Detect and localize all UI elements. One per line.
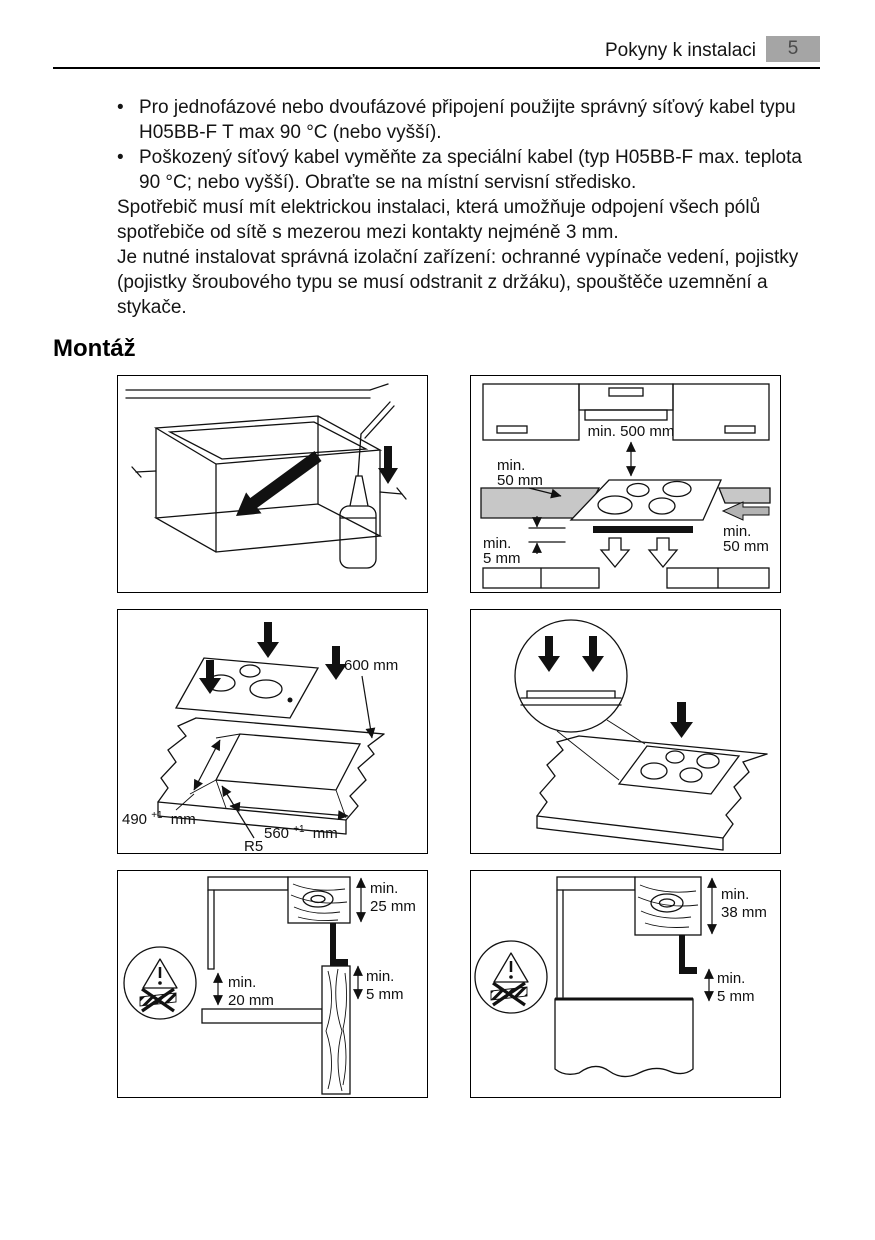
label-min-500: min. 500 mm [587, 423, 675, 440]
label-490-mm: 490 $^{+1}$ mm [122, 810, 196, 828]
cooker-hood [579, 384, 673, 420]
worktop-section [557, 877, 701, 935]
clearances-drawing [471, 376, 780, 592]
header-title: Pokyny k instalaci [604, 40, 756, 61]
section-heading-montaz: Montáž [53, 335, 136, 362]
label-min-20: 20 mm [228, 992, 274, 1009]
bullet-text: Pro jednofázové nebo dvoufázové připojení použijte správný síťový kabel typu H05BB-F T max 90 °C (nebo vyšší). [139, 97, 796, 143]
label-600-mm: 600 mm [344, 657, 399, 674]
base-cabinets [483, 568, 769, 588]
diagram-grid [117, 375, 875, 1098]
label-560-mm: 560 $^{+1}$ mm [264, 824, 338, 842]
dim-600 [344, 657, 398, 738]
label-min-25: 25 mm [370, 898, 416, 915]
oven-clearance-drawing [471, 871, 780, 1097]
label-min-5: min. [483, 535, 512, 552]
worktop-slab [537, 736, 767, 850]
label-min-38: min. [721, 886, 750, 903]
bullet-text: Poškozený síťový kabel vyměňte za speciální kabel (typ H05BB-F max. teplota 90 °C; nebo vyšší). Obraťte se na místní servisní středisko. [139, 147, 802, 193]
dim-38 [712, 878, 767, 934]
cabinet-frame [132, 416, 406, 552]
page-number: 5 [766, 36, 820, 62]
label-min-5: 5 mm [366, 986, 404, 1003]
dim-25 [361, 878, 416, 922]
sealant-tube [340, 402, 398, 568]
detail-circle [515, 620, 627, 732]
cutout-outline [216, 734, 360, 790]
dim-5 [709, 969, 755, 1005]
label-min-5: min. [366, 968, 395, 985]
dim-5 [483, 516, 565, 567]
dim-20 [218, 973, 274, 1009]
label-min-20: min. [228, 974, 257, 991]
press-arrow-icon [670, 702, 693, 738]
label-min-50-left: 50 mm [497, 472, 543, 489]
warning-icon [124, 947, 196, 1019]
hob-insert-drawing [471, 610, 780, 853]
bullet-marker: • [117, 97, 124, 118]
label-min-5: min. [717, 970, 746, 987]
fixing-bracket [330, 923, 348, 966]
list-item [117, 95, 820, 145]
cabinet-prep-drawing [118, 376, 427, 592]
diagram-cutout-dimensions [117, 609, 428, 854]
warning-icon [475, 941, 547, 1013]
paragraph: Je nutné instalovat správná izolační zařízení: ochranné vypínače vedení, pojistky (pojistky šroubového typu se musí odstranit z držáku), spouštěče uzemnění a stykače. [117, 247, 799, 318]
diagram-oven-clearance [470, 870, 781, 1098]
diagram-worktop-fixing [117, 870, 428, 1098]
hob-unit [176, 658, 318, 718]
paragraph: Spotřebič musí mít elektrickou instalaci, která umožňuje odpojení všech pólů spotřebiče od sítě s mezerou mezi kontakty nejméně 3 mm. [117, 197, 761, 243]
diagram-cabinet-prep [117, 375, 428, 593]
bullet-marker: • [117, 147, 124, 168]
label-min-25: min. [370, 880, 399, 897]
dim-r5 [222, 786, 263, 853]
hob-installed [619, 746, 739, 794]
label-min-50-right: min. [723, 523, 752, 540]
oven-top [555, 999, 693, 1077]
diagram-clearances [470, 375, 781, 593]
label-min-38: 38 mm [721, 904, 767, 921]
list-item [117, 145, 820, 195]
label-min-5: 5 mm [717, 988, 755, 1005]
cutout-drawing [118, 610, 427, 853]
label-min-50-right: 50 mm [723, 538, 769, 555]
diagram-hob-insert [470, 609, 781, 854]
dim-500 [588, 423, 675, 476]
shelf-section [202, 1009, 322, 1023]
label-min-5: 5 mm [483, 550, 521, 567]
hob-body [593, 526, 693, 567]
dim-5 [358, 966, 404, 1003]
label-r5: R5 [244, 838, 264, 853]
cabinet-panel [208, 890, 214, 969]
label-min-50-left: min. [497, 457, 526, 474]
detail-leader-lines [557, 720, 645, 780]
worktop-edge [126, 384, 388, 398]
hob-top [571, 480, 721, 520]
page-header [53, 36, 820, 69]
fixing-bracket [679, 935, 697, 974]
worktop-fixing-drawing [118, 871, 427, 1097]
cabinet-panel [557, 890, 563, 997]
intro-text [117, 95, 820, 320]
side-panel [322, 966, 350, 1094]
dim-50-right [723, 502, 769, 555]
worktop-section [208, 877, 350, 923]
